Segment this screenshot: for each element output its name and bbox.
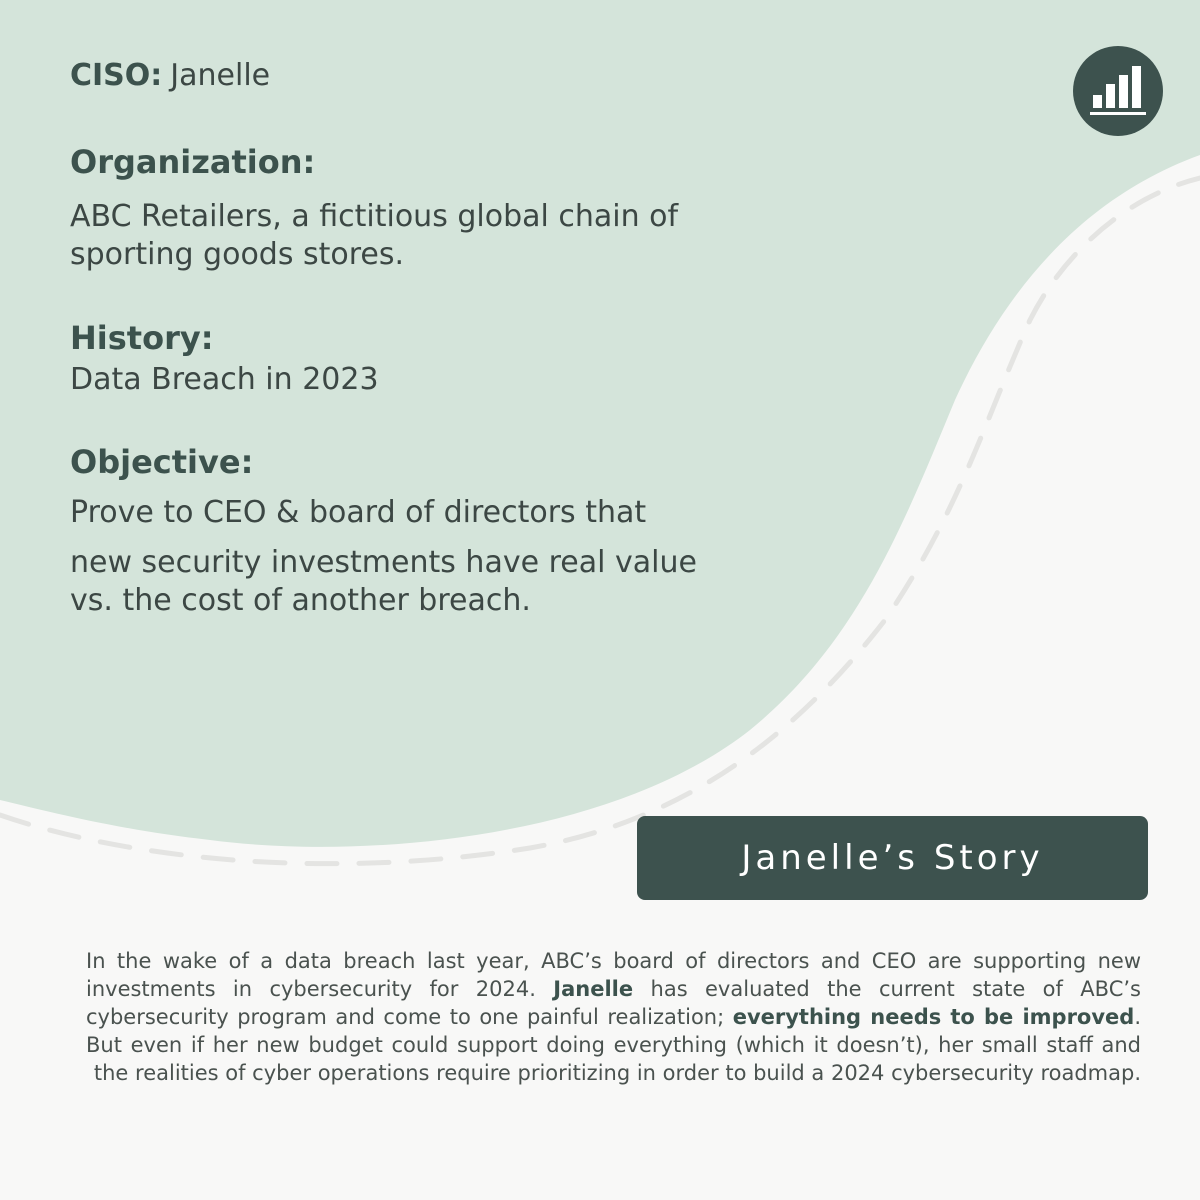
story-emphasis: everything needs to be improved: [732, 1005, 1135, 1029]
ciso-label: CISO:: [70, 58, 163, 93]
objective-text-line1: Prove to CEO & board of directors that: [70, 495, 647, 530]
history-text: Data Breach in 2023: [70, 362, 379, 397]
objective-text-line2: new security investments have real value vs. the cost of another breach.: [70, 545, 697, 618]
story-text-part3: . But even if her new budget could support doing everything (which it doesn’t), her small staff and the realities of cyber operations require prioritizing in order to build a 2024 cybersecurity roadmap.: [86, 1005, 1141, 1085]
ciso-value: Janelle: [170, 58, 271, 93]
history-heading: History:: [70, 319, 214, 357]
story-name: Janelle: [553, 977, 634, 1001]
story-text-part2: has evaluated the current state of ABC’s cybersecurity program and come to one painful realization;: [86, 977, 1141, 1029]
organization-text: ABC Retailers, a fictitious global chain of sporting goods stores.: [70, 199, 679, 272]
objective-heading: Objective:: [70, 443, 254, 481]
story-paragraph: [86, 947, 1141, 1087]
bar-chart-growth-icon: [1073, 46, 1163, 136]
story-text-part1: In the wake of a data breach last year, ABC’s board of directors and CEO are supporting new investments in cybersecurity for 2024.: [86, 949, 1141, 1001]
story-button-label: Janelle’s Story: [741, 838, 1044, 878]
organization-heading: Organization:: [70, 143, 316, 181]
janelles-story-button[interactable]: [637, 816, 1148, 900]
ciso-line: [70, 58, 270, 93]
